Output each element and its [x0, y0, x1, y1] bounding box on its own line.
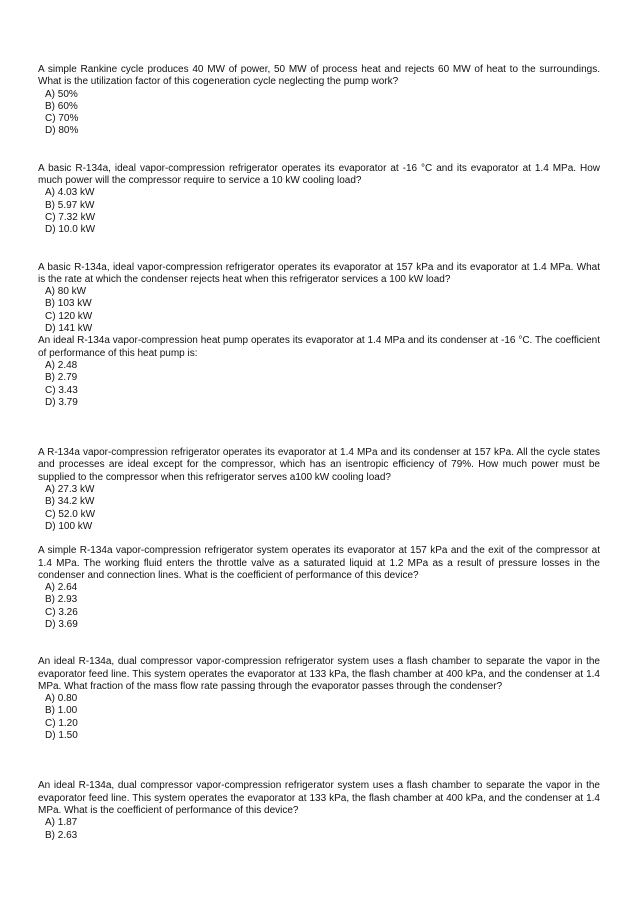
option-c: C) 52.0 kW [45, 508, 96, 520]
option-d: D) 100 kW [45, 520, 93, 532]
option-b: B) 60% [45, 100, 78, 112]
option-list [38, 693, 600, 742]
question-stem: A basic R-134a, ideal vapor-compression refrigerator operates its evaporator at 157 kPa and its evaporator at 1.4 MPa. What is the rate at which the condenser rejects heat when this refrigerator services a 100 kW load? [38, 261, 600, 285]
question-7 [38, 656, 600, 742]
question-stem: A simple R-134a vapor-compression refrigerator system operates its evaporator at 157 kPa and the exit of the compressor at 1.4 MPa. The working fluid enters the throttle valve as a saturated liquid at 1.2 MPa as a result of pressure losses in the condenser and connection lines. What is the coefficient of performance of this device? [38, 545, 600, 581]
option-d: D) 10.0 kW [45, 224, 96, 236]
option-c: C) 70% [45, 113, 79, 125]
option-c: C) 3.43 [45, 384, 78, 396]
option-list [38, 187, 600, 236]
option-c: C) 120 kW [45, 310, 93, 322]
question-stem: A R-134a vapor-compression refrigerator operates its evaporator at 1.4 MPa and its condenser at 157 kPa. All the cycle states and processes are ideal except for the compressor, which has an isentropic efficiency of 79%. How much power must be supplied to the compressor when this refrigerator serves a100 kW cooling load? [38, 447, 600, 483]
option-b: B) 34.2 kW [45, 496, 95, 508]
question-6 [38, 545, 600, 631]
question-4 [38, 335, 600, 409]
question-3 [38, 262, 600, 336]
option-d: D) 3.79 [45, 396, 78, 408]
option-a: A) 80 kW [45, 286, 87, 298]
question-1 [38, 64, 600, 138]
option-list [38, 89, 600, 138]
option-a: A) 27.3 kW [45, 484, 95, 496]
option-c: C) 1.20 [45, 717, 78, 729]
option-a: A) 2.64 [45, 582, 78, 594]
option-a: A) 2.48 [45, 359, 78, 371]
question-stem: An ideal R-134a, dual compressor vapor-compression refrigerator system uses a flash chamber to separate the vapor in the evaporator feed line. This system operates the evaporator at 133 kPa, the flash chamber at 400 kPa, and the condenser at 1.4 MPa. What is the coefficient of performance of this device? [38, 780, 600, 816]
question-stem: An ideal R-134a vapor-compression heat pump operates its evaporator at 1.4 MPa and its condenser at -16 °C. The coefficient of performance of this heat pump is: [38, 335, 600, 359]
option-d: D) 80% [45, 125, 79, 137]
option-d: D) 3.69 [45, 618, 78, 630]
option-b: B) 2.63 [45, 829, 78, 841]
question-5 [38, 447, 600, 533]
option-c: C) 3.26 [45, 606, 78, 618]
option-a: A) 0.80 [45, 693, 78, 705]
question-stem: A simple Rankine cycle produces 40 MW of power, 50 MW of process heat and rejects 60 MW of heat to the surroundings. What is the utilization factor of this cogeneration cycle neglecting the pump work? [38, 64, 600, 88]
option-b: B) 2.79 [45, 372, 78, 384]
option-d: D) 141 kW [45, 323, 93, 335]
option-b: B) 2.93 [45, 594, 78, 606]
option-a: A) 4.03 kW [45, 187, 95, 199]
option-list [38, 360, 600, 409]
option-list [38, 582, 600, 631]
option-d: D) 1.50 [45, 730, 78, 742]
document-page [38, 64, 600, 842]
question-stem: An ideal R-134a, dual compressor vapor-compression refrigerator system uses a flash chamber to separate the vapor in the evaporator feed line. This system operates the evaporator at 133 kPa, the flash chamber at 400 kPa, and the condenser at 1.4 MPa. What fraction of the mass flow rate passing through the evaporator passes through the condenser? [38, 656, 600, 692]
question-2 [38, 163, 600, 237]
question-8 [38, 780, 600, 841]
option-list [38, 286, 600, 335]
option-list [38, 484, 600, 533]
option-a: A) 1.87 [45, 817, 78, 829]
option-c: C) 7.32 kW [45, 211, 96, 223]
option-b: B) 5.97 kW [45, 199, 95, 211]
option-b: B) 1.00 [45, 705, 78, 717]
question-stem: A basic R-134a, ideal vapor-compression refrigerator operates its evaporator at -16 °C and its evaporator at 1.4 MPa. How much power will the compressor require to service a 10 kW cooling load? [38, 162, 600, 187]
option-list [38, 817, 600, 842]
option-b: B) 103 kW [45, 298, 92, 310]
option-a: A) 50% [45, 88, 78, 100]
